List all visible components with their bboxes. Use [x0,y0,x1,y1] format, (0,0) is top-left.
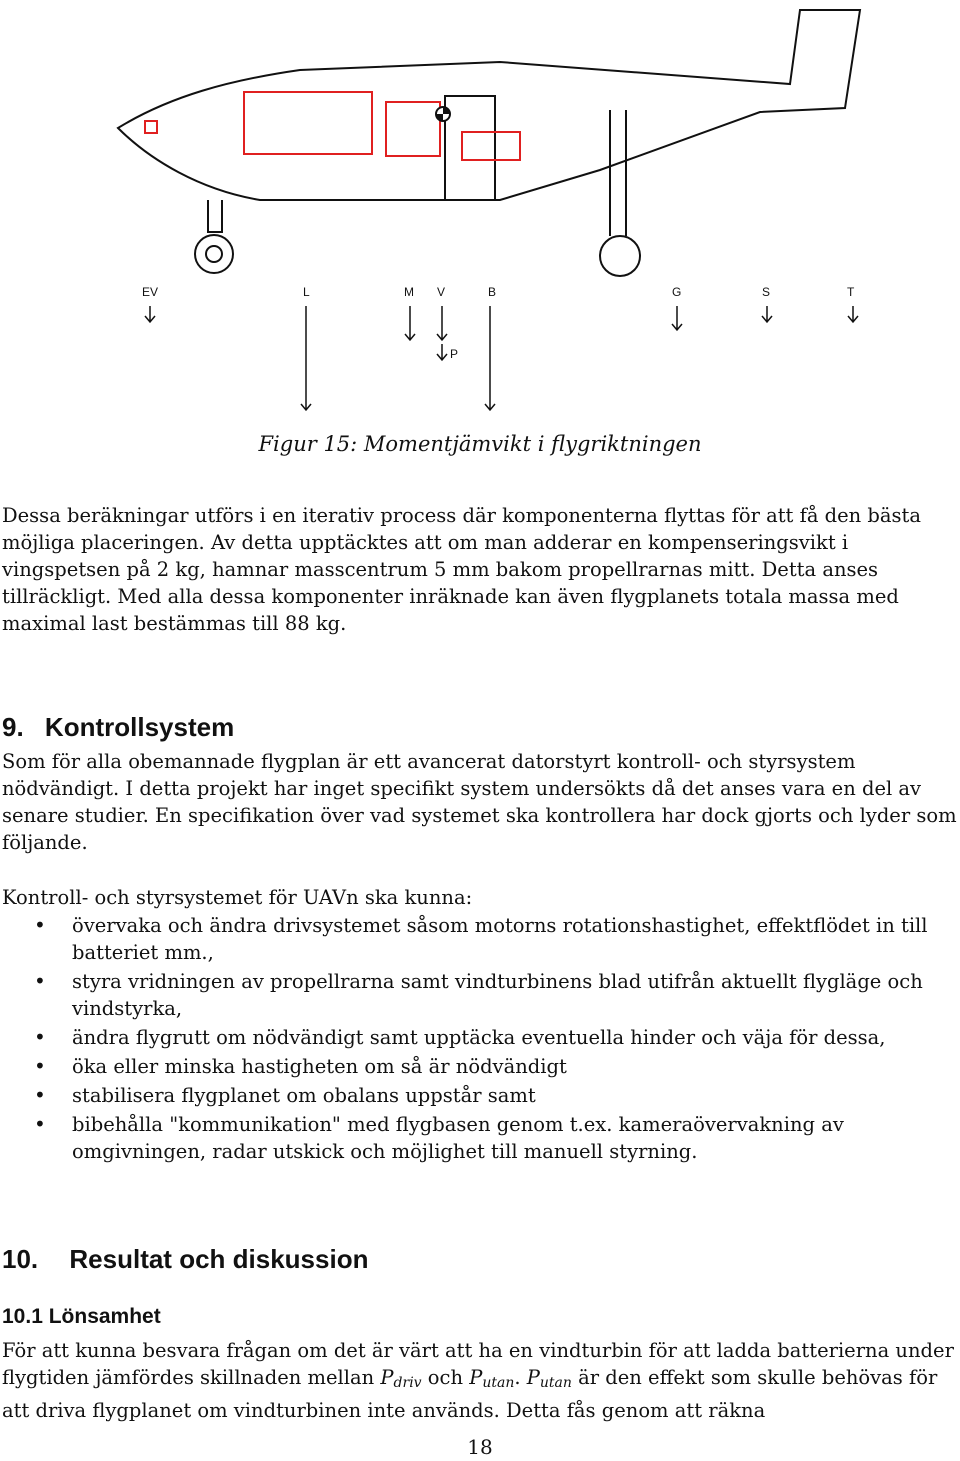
force-arrow-g [672,306,682,330]
page-number: 18 [467,1435,493,1459]
list-item: • bibehålla "kommunikation" med flygbasen genom t.ex. kameraövervakning av omgivningen, radar utskick och möjlighet till manuell styrning. [0,1111,956,1165]
section-10-number: 10. [2,1244,39,1274]
force-arrow-b [485,306,495,410]
force-arrow-s [762,306,772,322]
force-label-v: V [437,285,446,299]
section-9-number: 9. [2,712,24,742]
requirements-list [0,912,956,1165]
nose-gear-wheel [195,235,233,273]
force-label-g: G [672,285,682,299]
force-arrow-m [405,306,415,340]
paragraph-profitability: För att kunna besvara frågan om det är värt att ha en vindturbin för att ladda batterierna under flygtiden jämfördes skillnaden mellan $P_{driv}$ och $P_{utan}$. $P_{utan}$ är den effekt som skulle behövas för att driva flygplanet om vindturbinen inte används. Detta fås genom att räkna [2,1339,954,1422]
aircraft-diagram [0,0,960,420]
section-10-heading [2,1244,368,1275]
list-item: • öka eller minska hastigheten om så är nödvändigt [0,1053,956,1080]
list-item: • övervaka och ändra drivsystemet såsom motorns rotationshastighet, effektflödet in till batteriet mm., [0,912,956,966]
component-box-b [462,132,520,160]
force-label-s: S [762,285,771,299]
section-10-1-heading: 10.1 Lönsamhet [2,1305,161,1328]
component-box-ev [145,121,157,133]
nose-gear-hub [206,246,222,262]
component-box-l [244,92,372,154]
force-label-l: L [303,285,310,299]
force-arrow-p [437,344,447,360]
force-arrow-v [437,306,447,340]
list-item: • stabilisera flygplanet om obalans uppstår samt [0,1082,956,1109]
force-arrow-l [301,306,311,410]
nose-gear-strut [208,200,222,232]
component-box-m [386,102,440,156]
figure-caption: Figur 15: Momentjämvikt i flygriktningen [258,432,702,456]
center-of-gravity-icon [436,107,450,121]
main-gear-strut [610,110,626,236]
force-label-m: M [404,285,414,299]
section-9-title: Kontrollsystem [44,712,235,742]
list-item: • styra vridningen av propellrarna samt vindturbinens blad utifrån aktuellt flygläge och vindstyrka, [0,968,956,1022]
main-gear-wheel [600,236,640,276]
fuselage-outline [118,10,860,200]
force-arrow-ev [145,306,155,322]
wing-section [445,96,495,200]
force-label-ev: EV [142,285,159,299]
list-item: • ändra flygrutt om nödvändigt samt upptäcka eventuella hinder och väja för dessa, [0,1024,956,1051]
paragraph-calculation: Dessa beräkningar utförs i en iterativ process där komponenterna flyttas för att få den bästa möjliga placeringen. Av detta upptäcktes att om man adderar en kompenseringsvikt i vingspetsen på 2 kg, hamnar masscentrum 5 mm bakom propellrarnas mitt. Detta anses tillräckligt. Med alla dessa komponenter inräknade kan även flygplanets totala massa med maximal last bestämmas till 88 kg. [2,504,921,635]
section-9-heading [2,712,234,743]
section-10-title: Resultat och diskussion [69,1244,369,1274]
force-label-p: P [450,347,459,361]
list-intro: Kontroll- och styrsystemet för UAVn ska kunna: [2,886,473,909]
force-arrow-t [848,306,858,322]
paragraph-control-system: Som för alla obemannade flygplan är ett avancerat datorstyrt kontroll- och styrsystem nödvändigt. I detta projekt har inget specifikt system undersökts då det anses vara en del av senare studier. En specifikation över vad systemet ska kontrollera har dock gjorts och lyder som följande. [2,750,957,854]
force-label-t: T [847,285,855,299]
force-label-b: B [488,285,497,299]
